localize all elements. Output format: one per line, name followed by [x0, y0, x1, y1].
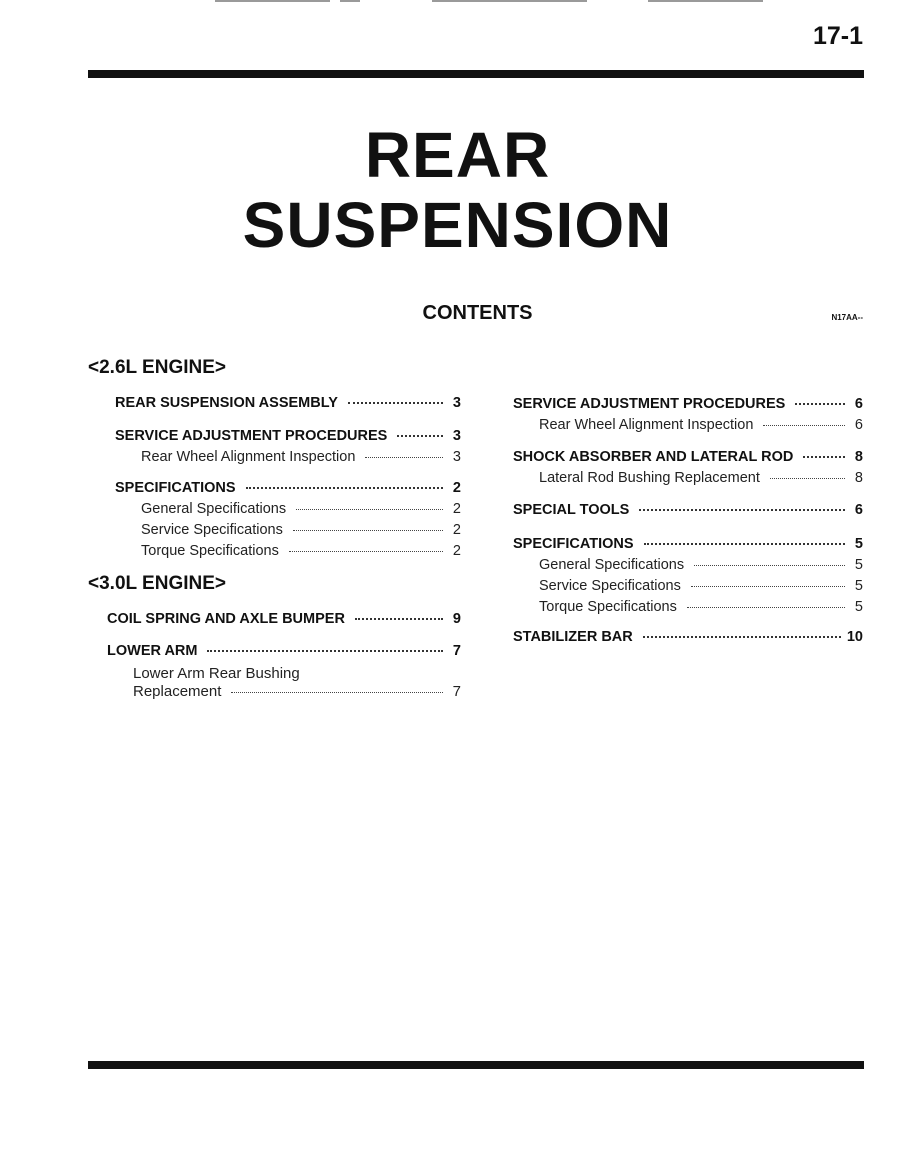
toc-label: Rear Wheel Alignment Inspection — [141, 449, 356, 465]
toc-label-line-2-row — [133, 683, 461, 700]
toc-page: 7 — [452, 643, 461, 659]
toc-entry[interactable] — [513, 536, 863, 552]
toc-label: Torque Specifications — [539, 599, 677, 615]
scan-mark — [648, 0, 763, 2]
toc-page: 3 — [452, 395, 461, 411]
toc-label: SPECIFICATIONS — [115, 480, 236, 496]
toc-leader — [289, 551, 443, 552]
toc-page: 2 — [452, 522, 461, 538]
top-rule — [88, 70, 864, 78]
toc-page: 8 — [854, 449, 863, 465]
toc-label-line-2: Replacement — [133, 683, 222, 700]
toc-label: Torque Specifications — [141, 543, 279, 559]
toc-page: 6 — [854, 502, 863, 518]
toc-page: 3 — [452, 449, 461, 465]
toc-leader — [694, 565, 845, 566]
scan-mark — [432, 0, 587, 2]
toc-page: 2 — [452, 480, 461, 496]
toc-label: SPECIAL TOOLS — [513, 502, 630, 518]
toc-leader — [296, 509, 443, 510]
toc-label-line-1: Lower Arm Rear Bushing — [133, 665, 300, 682]
toc-entry[interactable] — [115, 428, 461, 444]
toc-sub-entry[interactable] — [513, 470, 863, 486]
toc-label: General Specifications — [141, 501, 287, 517]
toc-sub-entry[interactable] — [115, 449, 461, 465]
toc-leader — [207, 650, 443, 652]
toc-page: 2 — [452, 501, 461, 517]
engine-heading-2-6l: <2.6L ENGINE> — [88, 357, 226, 378]
scan-mark — [215, 0, 330, 2]
toc-label: Lateral Rod Bushing Replacement — [539, 470, 760, 486]
engine-3-0l-list — [88, 611, 461, 700]
title-line-1: REAR — [364, 119, 551, 191]
toc-page: 8 — [854, 470, 863, 486]
toc-label: REAR SUSPENSION ASSEMBLY — [115, 395, 338, 411]
toc-entry[interactable] — [115, 480, 461, 496]
toc-leader — [348, 402, 443, 404]
toc-label: Service Specifications — [141, 522, 283, 538]
engine-2-6l-list — [88, 395, 461, 559]
toc-sub-entry[interactable] — [513, 599, 863, 615]
left-column — [88, 357, 461, 700]
toc-page: 10 — [846, 629, 863, 645]
toc-leader — [770, 478, 845, 479]
toc-label: SPECIFICATIONS — [513, 536, 634, 552]
toc-label: STABILIZER BAR — [513, 629, 633, 645]
toc-page: 5 — [854, 599, 863, 615]
toc-page: 6 — [854, 417, 863, 433]
toc-page: 9 — [452, 611, 461, 627]
title-line-2: SUSPENSION — [242, 189, 673, 261]
toc-leader — [397, 435, 443, 437]
toc-sub-entry[interactable] — [115, 543, 461, 559]
page-number: 17-1 — [812, 22, 863, 50]
toc-sub-entry[interactable] — [513, 557, 863, 573]
toc-entry[interactable] — [513, 629, 863, 645]
toc-label: SERVICE ADJUSTMENT PROCEDURES — [513, 396, 786, 412]
bottom-rule — [88, 1061, 864, 1069]
toc-leader — [691, 586, 845, 587]
toc-leader — [639, 509, 845, 511]
toc-label: COIL SPRING AND AXLE BUMPER — [107, 611, 345, 627]
toc-entry[interactable] — [107, 643, 461, 659]
toc-leader — [687, 607, 845, 608]
toc-leader — [231, 692, 443, 693]
toc-entry[interactable] — [115, 395, 461, 411]
toc-label: General Specifications — [539, 557, 685, 573]
toc-label: LOWER ARM — [107, 643, 198, 659]
toc-page: 5 — [854, 578, 863, 594]
right-column — [513, 396, 863, 645]
toc-page: 2 — [452, 543, 461, 559]
page-title — [0, 120, 915, 260]
toc-leader — [355, 618, 443, 620]
contents-heading: CONTENTS — [422, 302, 533, 324]
toc-page: 5 — [854, 557, 863, 573]
toc-entry[interactable] — [107, 611, 461, 627]
engine-heading-3-0l: <3.0L ENGINE> — [88, 573, 226, 594]
scan-mark — [340, 0, 360, 2]
toc-sub-entry[interactable] — [115, 501, 461, 517]
toc-leader — [293, 530, 443, 531]
toc-sub-entry[interactable] — [115, 522, 461, 538]
toc-leader — [644, 543, 845, 545]
toc-leader — [643, 636, 841, 638]
toc-entry[interactable] — [513, 449, 863, 465]
toc-entry[interactable] — [513, 396, 863, 412]
toc-label: Service Specifications — [539, 578, 681, 594]
toc-leader — [246, 487, 443, 489]
toc-sub-entry[interactable] — [513, 417, 863, 433]
toc-page: 3 — [452, 428, 461, 444]
toc-sub-entry[interactable] — [107, 664, 461, 700]
toc-leader — [795, 403, 845, 405]
toc-leader — [803, 456, 845, 458]
toc-label: SERVICE ADJUSTMENT PROCEDURES — [115, 428, 388, 444]
doc-code: N17AA-- — [831, 313, 863, 322]
toc-leader — [763, 425, 845, 426]
toc-page: 6 — [854, 396, 863, 412]
toc-page: 5 — [854, 536, 863, 552]
toc-page: 7 — [452, 683, 461, 700]
toc-entry[interactable] — [513, 502, 863, 518]
toc-sub-entry[interactable] — [513, 578, 863, 594]
toc-leader — [365, 457, 443, 458]
toc-label: Rear Wheel Alignment Inspection — [539, 417, 754, 433]
toc-label: SHOCK ABSORBER AND LATERAL ROD — [513, 449, 794, 465]
